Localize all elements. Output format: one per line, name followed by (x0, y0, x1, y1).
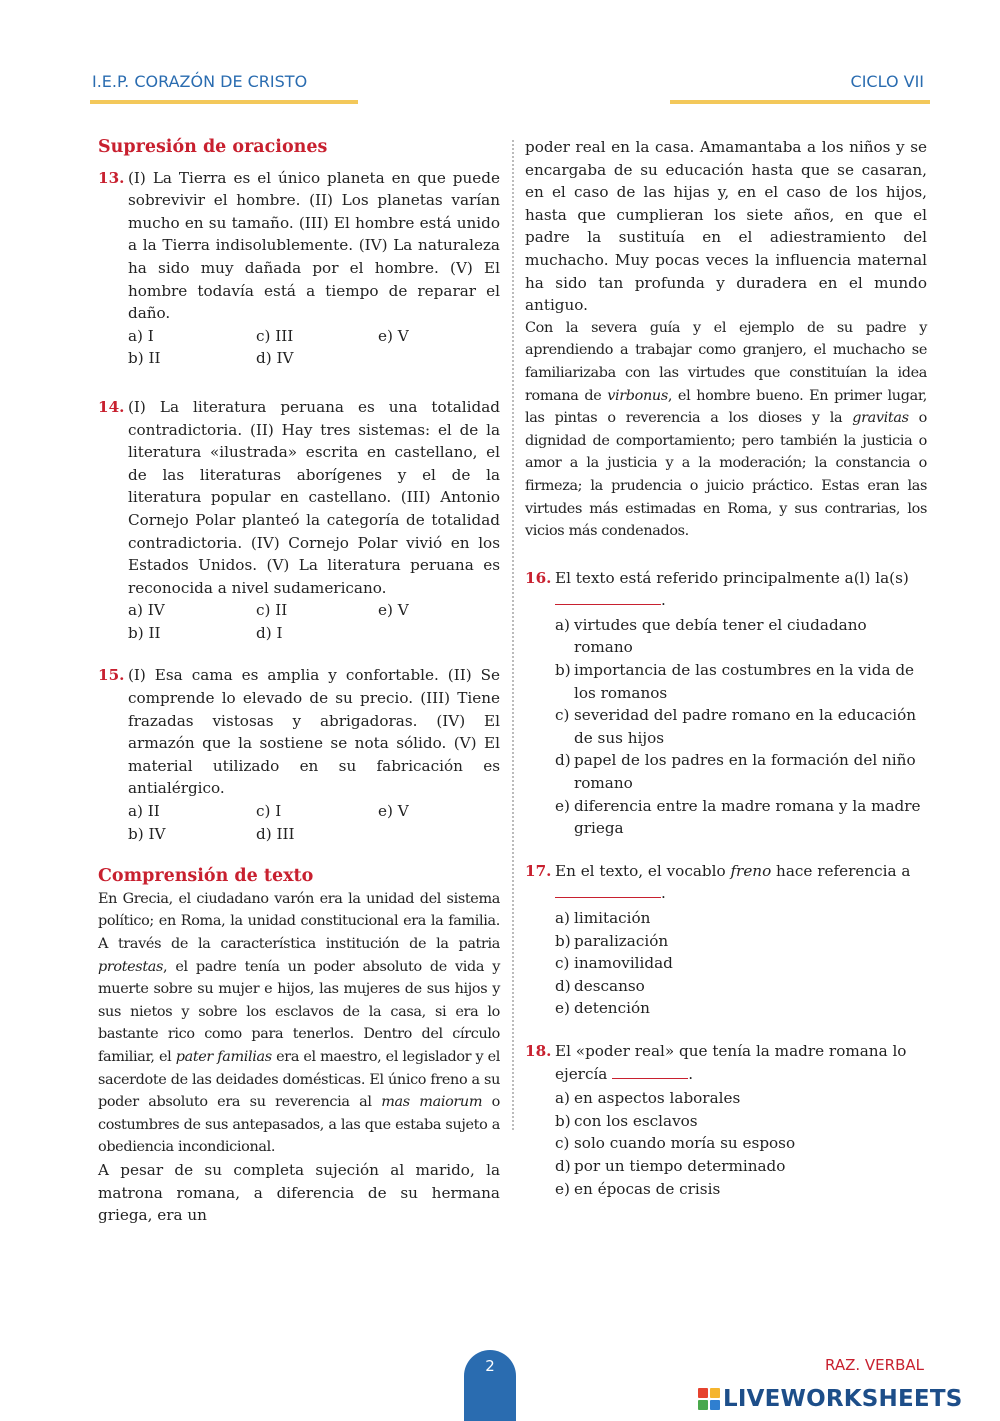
option-e[interactable]: e) diferencia entre la madre romana y la madre griega (555, 796, 921, 838)
option-e[interactable]: e) V (378, 601, 409, 620)
option-d[interactable]: d) III (256, 824, 295, 843)
left-column (98, 136, 500, 1227)
option-b[interactable]: b) II (128, 349, 161, 368)
reading-paragraph-1: En Grecia, el ciudadano varón era la unidad del sistema político; en Roma, la unidad constitucional era la familia. A través de la característica institución de la patria protestas, el padre tenía un poder absoluto de vida y muerte sobre su mujer e hijos, las mujeres de sus hijos y sus nietos y sobre los esclavos de la casa, si era lo bastante rico como para tenerlos. Dentro del círculo familiar, el pater familias era el maestro, el legislador y el sacerdote de las deidades domésticas. El único freno a su poder absoluto era su reverencia al mas maiorum o costumbres de sus antepasados, a las que estaba sujeto a obediencia incondicional. (98, 890, 501, 1156)
question-text: En el texto, el vocablo freno hace referencia a . (555, 861, 911, 903)
option-a[interactable]: a) IV (128, 601, 165, 620)
subject-label: RAZ. VERBAL (825, 1356, 924, 1374)
liveworksheets-wordmark: LIVEWORKSHEETS (723, 1386, 963, 1412)
option-a[interactable]: a) II (128, 802, 160, 821)
option-e[interactable]: e) en épocas de crisis (555, 1179, 721, 1198)
option-d[interactable]: d) papel de los padres en la formación del niño romano (555, 751, 916, 793)
option-c[interactable]: c) II (256, 601, 288, 620)
options-grid (128, 325, 500, 370)
question-16 (525, 567, 927, 840)
question-text: (I) La literatura peruana es una totalidad contradictoria. (II) Hay tres sistemas: el de la literatura «ilustrada» escrita en castellano, el de las literaturas aborígenes y el de la literatura popular en castellano. (III) Antonio Cornejo Polar planteó la categoría de totalidad contradictoria. (IV) Cornejo Polar vivió en los Estados Unidos. (V) La literatura peruana es reconocida a nivel sudamericano. (128, 397, 500, 597)
option-b[interactable]: b) importancia de las costumbres en la vida de los romanos (555, 661, 915, 702)
question-text: (I) Esa cama es amplia y confortable. (II) Se comprende lo elevado de su precio. (III) Tiene frazadas vistosas y abrigadoras. (IV) El armazón que la sostiene se nota sólido. (V) El material utilizado en su fabricación es antialérgico. (128, 666, 500, 798)
options-list (555, 614, 927, 840)
option-c[interactable]: c) solo cuando moría su esposo (555, 1134, 796, 1153)
header-rule-left (90, 100, 358, 104)
reading-paragraph-2: A pesar de su completa sujeción al marido, la matrona romana, a diferencia de su hermana griega, era un (98, 1160, 500, 1225)
answer-blank[interactable] (555, 883, 661, 898)
option-c[interactable]: c) I (256, 802, 282, 821)
section-title-supresion: Supresión de oraciones (98, 137, 328, 157)
liveworksheets-logo (698, 1386, 962, 1412)
option-b[interactable]: b) con los esclavos (555, 1111, 698, 1130)
option-c[interactable]: c) III (256, 326, 294, 345)
question-text: El texto está referido principalmente a(l) la(s) . (555, 568, 909, 610)
reading-paragraph-4: Con la severa guía y el ejemplo de su padre y aprendiendo a trabajar como granjero, el muchacho se familiarizaba con las virtudes que constituían la idea romana de virbonus, el hombre bueno. En primer lugar, las pintas o reverencia a los dioses y la gravitas o dignidad de comportamiento; pero también la justicia o amor a la justicia y a la moderación; la constancia o firmeza; la prudencia o juicio práctico. Estas eran las virtudes más estimadas en Roma, y sus contrarias, los vicios más condenados. (525, 319, 927, 540)
question-17 (525, 860, 927, 1020)
question-text: El «poder real» que tenía la madre romana lo ejercía . (555, 1041, 907, 1083)
question-number: 17. (525, 861, 552, 880)
option-b[interactable]: b) IV (128, 824, 166, 843)
liveworksheets-icon (698, 1388, 720, 1410)
section-title-comprension: Comprensión de texto (98, 866, 314, 887)
column-divider (512, 140, 514, 1130)
question-18 (525, 1040, 927, 1200)
options-grid (128, 599, 500, 644)
right-column (525, 136, 927, 1220)
option-d[interactable]: d) I (256, 623, 283, 642)
header-rule-right (670, 100, 930, 104)
page-number: 2 (464, 1350, 516, 1421)
option-a[interactable]: a) limitación (555, 909, 651, 927)
question-number: 13. (98, 168, 125, 187)
question-14 (98, 396, 500, 645)
option-d[interactable]: d) IV (256, 349, 294, 368)
question-13 (98, 167, 500, 370)
options-list (555, 1087, 927, 1200)
answer-blank[interactable] (555, 590, 661, 605)
question-number: 14. (98, 397, 125, 416)
option-d[interactable]: d) descanso (555, 976, 645, 995)
option-a[interactable]: a) I (128, 326, 154, 345)
option-c[interactable]: c) severidad del padre romano en la educación de sus hijos (555, 706, 917, 747)
option-a[interactable]: a) en aspectos laborales (555, 1089, 741, 1108)
options-grid (128, 800, 500, 845)
question-number: 15. (98, 666, 125, 685)
question-number: 16. (525, 568, 552, 587)
option-e[interactable]: e) detención (555, 999, 650, 1018)
option-a[interactable]: a) virtudes que debía tener el ciudadano romano (555, 615, 867, 657)
option-c[interactable]: c) inamovilidad (555, 954, 673, 973)
answer-blank[interactable] (612, 1064, 688, 1079)
options-list (555, 907, 927, 1020)
cycle-label: CICLO VII (850, 72, 924, 91)
question-text: (I) La Tierra es el único planeta en que puede sobrevivir el hombre. (II) Los planetas varían mucho en su tamaño. (III) El hombre está unido a la Tierra indisolublemente. (IV) La naturaleza ha sido muy dañada por el hombre. (V) El hombre todavía está a tiempo de reparar el daño. (128, 168, 500, 323)
question-15 (98, 664, 500, 845)
option-b[interactable]: b) II (128, 623, 161, 642)
option-e[interactable]: e) V (378, 802, 409, 821)
option-d[interactable]: d) por un tiempo determinado (555, 1156, 786, 1175)
option-e[interactable]: e) V (378, 326, 409, 345)
reading-paragraph-3: poder real en la casa. Amamantaba a los niños y se encargaba de su educación hasta que se casaran, en el caso de las hijas y, en el caso de los hijos, hasta que cumplieran los siete años, en que el padre la sustituía en el adiestramiento del muchacho. Muy pocas veces la influencia maternal ha sido tan profunda y duradera en el mundo antiguo. (525, 138, 927, 315)
option-b[interactable]: b) paralización (555, 931, 669, 950)
school-name: I.E.P. CORAZÓN DE CRISTO (92, 72, 308, 91)
question-number: 18. (525, 1041, 552, 1060)
